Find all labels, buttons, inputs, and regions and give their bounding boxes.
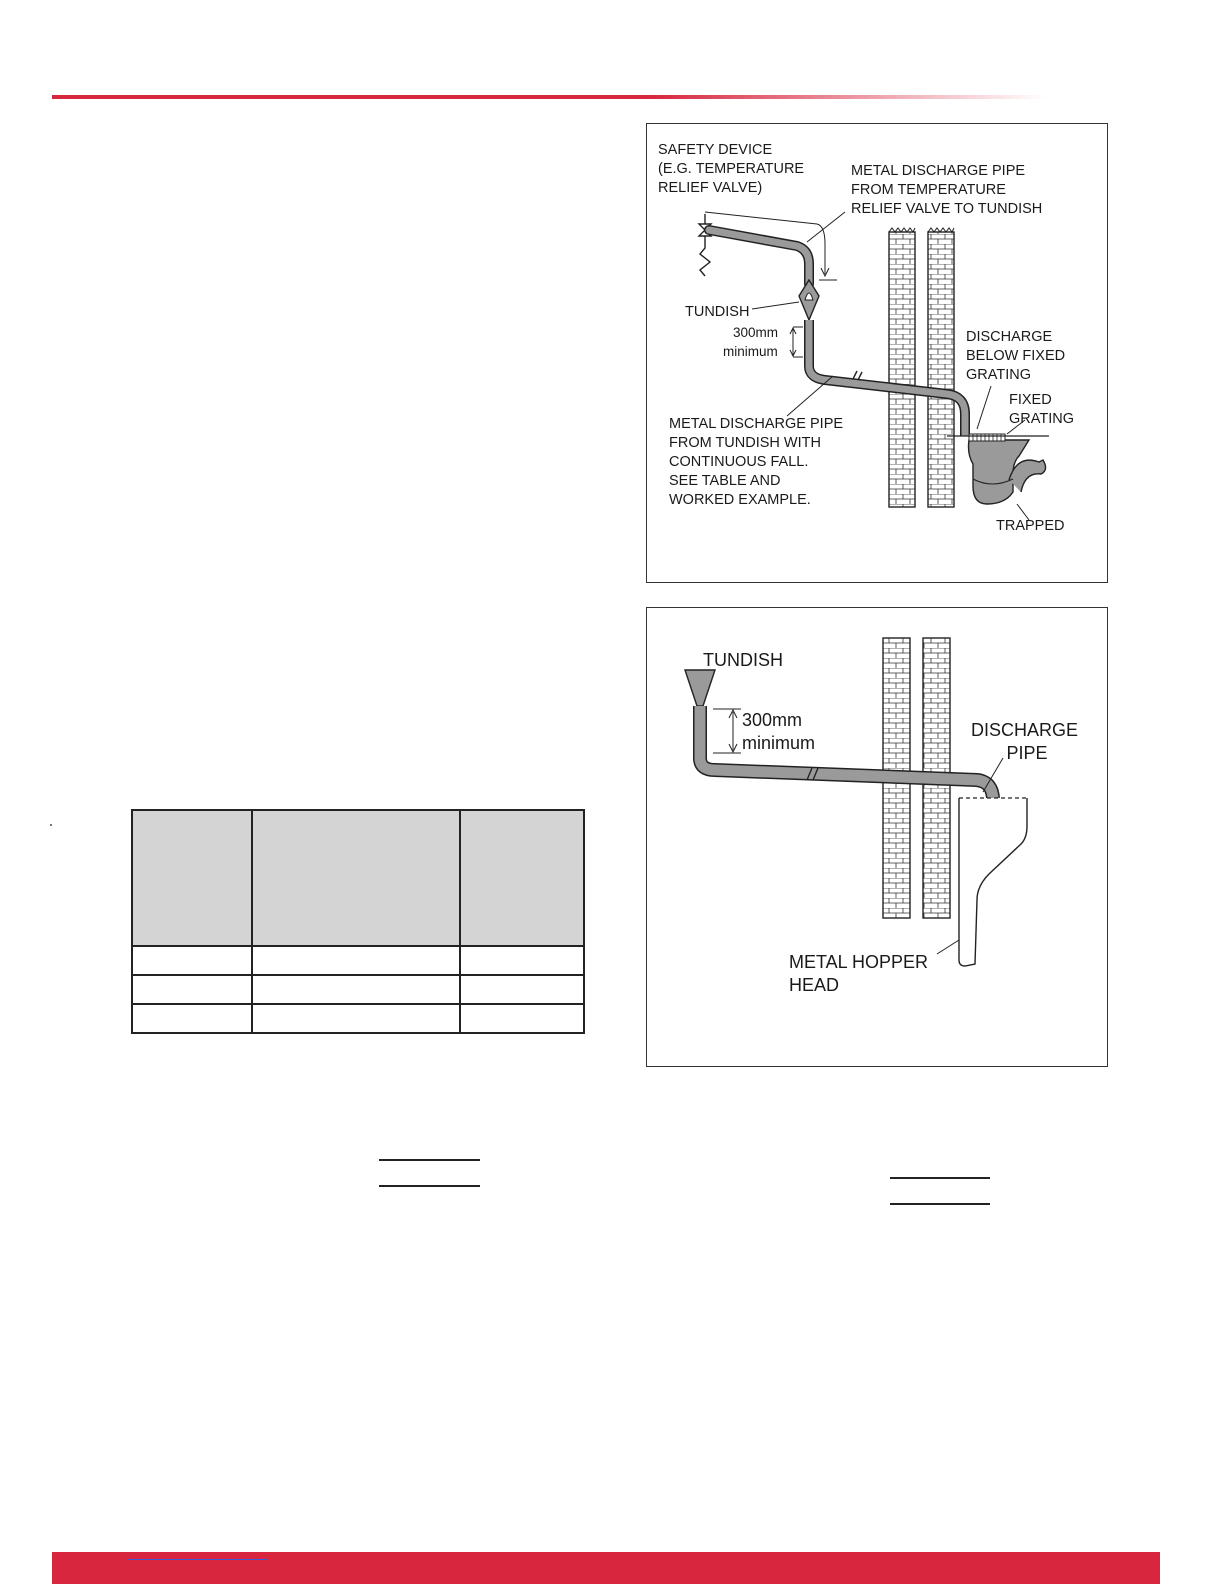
trapped-label: TRAPPED	[996, 518, 1065, 534]
safety-device-label: SAFETY DEVICE (E.G. TEMPERATURE RELIEF VALVE)	[658, 142, 805, 196]
table-cell	[252, 1004, 460, 1033]
diagram-svg-2	[647, 608, 1109, 1068]
table-header-cell	[252, 810, 460, 946]
table-header-row	[132, 810, 584, 946]
fraction-line	[379, 1159, 480, 1161]
table-cell	[460, 975, 584, 1004]
wall-left	[889, 232, 915, 507]
table-row	[132, 975, 584, 1004]
header-rule	[52, 95, 1047, 99]
fraction-line	[890, 1177, 990, 1179]
metal-discharge-pipe-bottom-label: METAL DISCHARGE PIPE FROM TUNDISH WITH CONTINUOUS FALL. SEE TABLE AND WORKED EXAMPLE.	[669, 416, 844, 508]
table-cell	[132, 975, 252, 1004]
tundish-label: TUNDISH	[703, 650, 783, 670]
table-header-cell	[460, 810, 584, 946]
discharge-below-grating-label: DISCHARGE BELOW FIXED GRATING	[966, 329, 1066, 383]
stray-mark	[50, 824, 52, 826]
metal-discharge-pipe-top-label: METAL DISCHARGE PIPE FROM TEMPERATURE RELIEF VALVE TO TUNDISH	[851, 163, 1043, 217]
table-cell	[132, 1004, 252, 1033]
minimum-distance-label: 300mm minimum	[742, 710, 816, 753]
metal-hopper-head-icon	[959, 798, 1027, 966]
table-cell	[252, 975, 460, 1004]
relief-valve-icon	[699, 214, 711, 276]
fraction-line	[890, 1203, 990, 1205]
table-cell	[460, 946, 584, 975]
tundish-icon	[685, 670, 715, 706]
table-row	[132, 1004, 584, 1033]
fraction-line	[379, 1185, 480, 1187]
diagram-svg-1	[647, 124, 1109, 584]
footer-bar	[52, 1552, 1160, 1584]
trapped-gully-icon	[947, 434, 1049, 504]
discharge-diagram-grating	[646, 123, 1108, 583]
fixed-grating-label: FIXED GRATING	[1009, 392, 1074, 427]
discharge-pipe-label: DISCHARGE PIPE	[970, 720, 1078, 763]
discharge-pipe-size-table	[131, 809, 585, 1034]
tundish-label: TUNDISH	[685, 304, 750, 320]
footer-link[interactable]	[127, 1559, 267, 1560]
tundish-icon	[799, 280, 819, 320]
discharge-diagram-hopper	[646, 607, 1108, 1067]
metal-hopper-head-label: METAL HOPPER HEAD	[789, 952, 929, 995]
table-cell	[252, 946, 460, 975]
table-header-cell	[132, 810, 252, 946]
table-cell	[460, 1004, 584, 1033]
minimum-distance-label: 300mm minimum	[723, 325, 779, 359]
table-row	[132, 946, 584, 975]
wall-right	[928, 232, 954, 507]
table-cell	[132, 946, 252, 975]
